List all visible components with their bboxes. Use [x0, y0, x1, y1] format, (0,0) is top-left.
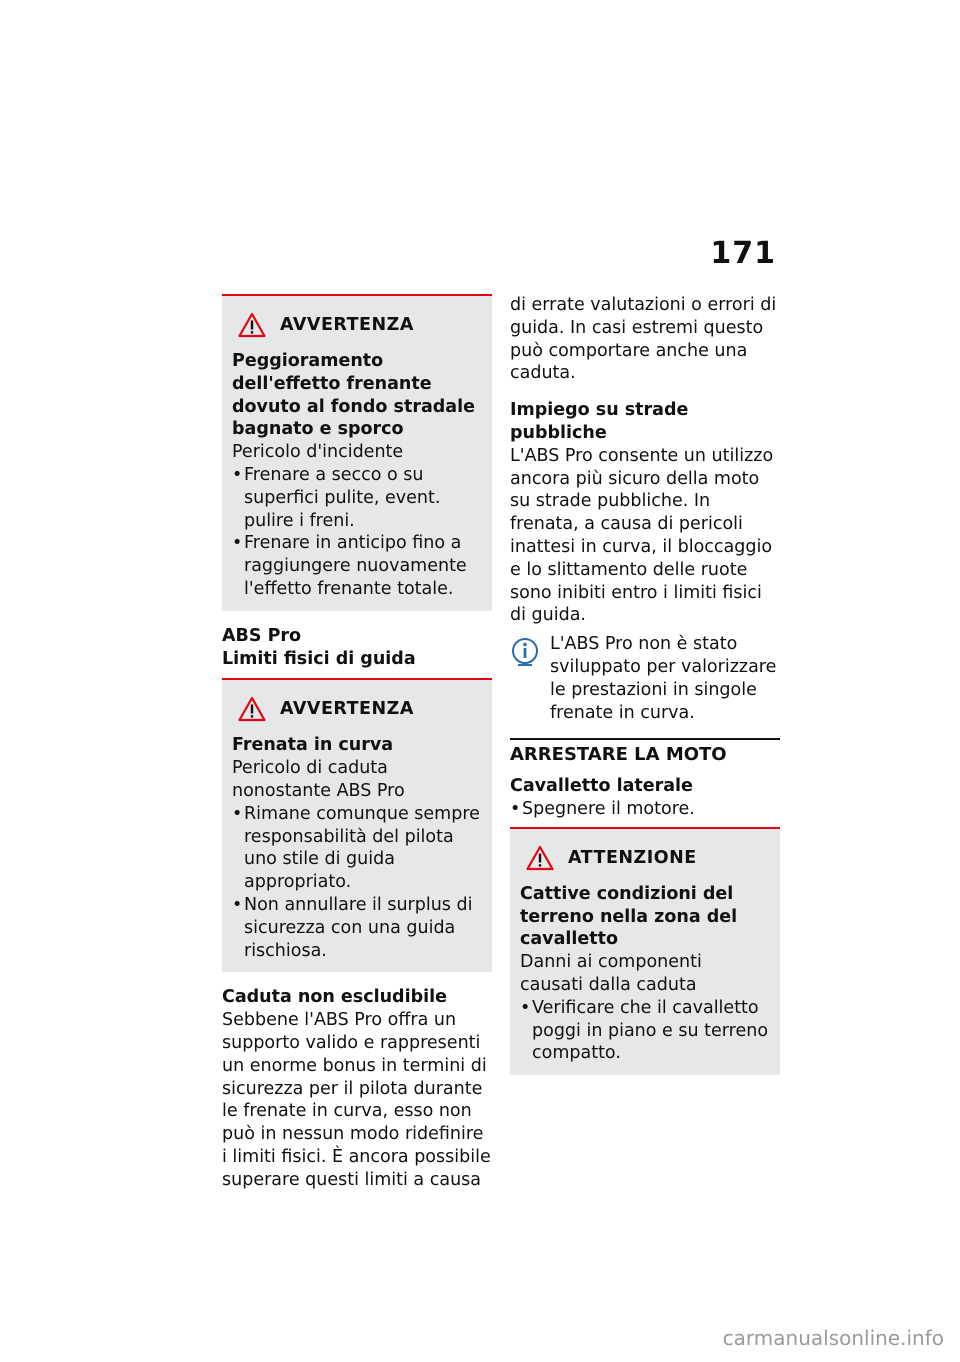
warning-header: [232, 696, 482, 722]
caution-header: [520, 845, 770, 871]
sub-heading: Cavalletto laterale: [510, 776, 693, 797]
section-title-abs-pro: ABS Pro: [222, 625, 302, 646]
list-item: • Spegnere il motore.: [510, 798, 780, 821]
sub-heading: Impiego su strade pubbliche: [510, 400, 689, 443]
list-item: • Frenare a secco o su superfici pulite, event. pulire i freni.: [232, 464, 482, 532]
warning-box-curve-braking: [222, 680, 492, 972]
caution-hazard: Danni ai componenti causati dalla caduta: [520, 952, 702, 995]
section-title-stop: ARRESTARE LA MOTO: [510, 744, 727, 766]
sub-heading: Caduta non escludibile: [222, 987, 447, 1008]
warning-list: [232, 464, 482, 601]
body-paragraph: Sebbene l'ABS Pro offra un supporto valido e rappresenti un enorme bonus in termini di sicurezza per il pilota durante le frenate in curva, esso non può in nessun modo ridefinire i limiti fisici. È ancora possibile superare questi limiti a causa: [222, 1010, 491, 1190]
caution-box-stand: [510, 829, 780, 1075]
list-item: • Frenare in anticipo fino a raggiungere nuovamente l'effetto frenante totale.: [232, 532, 482, 600]
caution-title: ATTENZIONE: [568, 847, 697, 868]
warning-title: AVVERTENZA: [280, 315, 414, 335]
list-item: • Verificare che il cavalletto poggi in piano e su terreno compatto.: [520, 997, 770, 1065]
left-column: [222, 294, 492, 1192]
warning-triangle-icon: [238, 696, 266, 722]
warning-hazard: Pericolo d'incidente: [232, 442, 404, 463]
warning-triangle-icon: [526, 845, 554, 871]
warning-triangle-icon: [238, 312, 266, 338]
list-item: • Rimane comunque sempre responsabilità del pilota uno stile di guida appropriato.: [232, 803, 482, 894]
warning-heading: Peggioramento dell'effetto frenante dovuto al fondo stradale bagnato e sporco: [232, 351, 475, 440]
step-list: [510, 798, 780, 821]
warning-heading: Frenata in curva: [232, 735, 394, 756]
caution-heading: Cattive condizioni del terreno nella zona del cavalletto: [520, 883, 738, 950]
warning-list: [232, 803, 482, 963]
watermark-link[interactable]: carmanualsonline.info: [722, 1326, 944, 1350]
warning-hazard: Pericolo di caduta nonostante ABS Pro: [232, 758, 405, 801]
list-item: • Non annullare il surplus di sicurezza con una guida rischiosa.: [232, 894, 482, 962]
warning-box-wet-road: [222, 294, 492, 611]
body-paragraph: L'ABS Pro consente un utilizzo ancora più sicuro della moto su strade pubbliche. In frenata, a causa di pericoli inattesi in curva, il bloccaggio e lo slittamento delle ruote sono inibiti entro i limiti fisici di guida.: [510, 445, 774, 626]
note-text: L'ABS Pro non è stato sviluppato per valorizzare le prestazioni in singole frenate in curva.: [550, 634, 777, 723]
right-column: [510, 294, 780, 1075]
caution-list: [520, 997, 770, 1065]
page-number: 171: [710, 236, 776, 271]
info-icon: [510, 635, 540, 671]
section-divider: [510, 738, 780, 740]
warning-header: [232, 312, 482, 338]
info-note: [510, 633, 780, 724]
section-subtitle: Limiti fisici di guida: [222, 648, 416, 669]
body-paragraph: di errate valutazioni o errori di guida. In casi estremi questo può comportare anche una caduta.: [510, 295, 777, 384]
warning-title: AVVERTENZA: [280, 699, 414, 720]
